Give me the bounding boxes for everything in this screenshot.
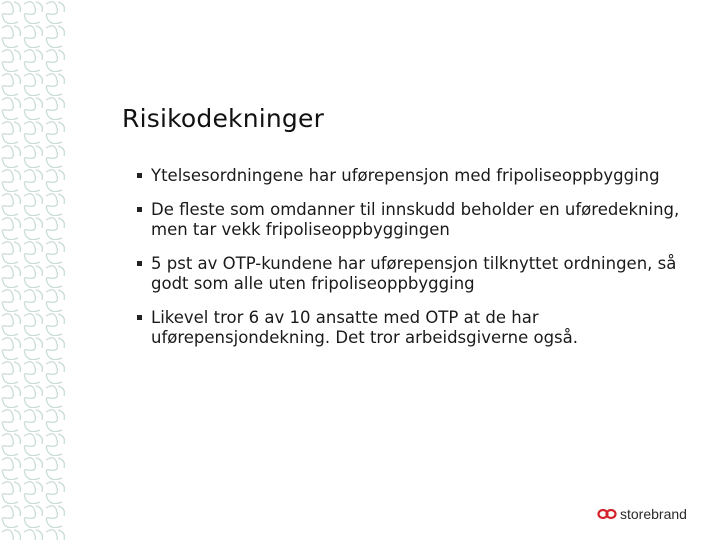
bullet-marker-icon — [137, 315, 142, 320]
logo-text: storebrand — [620, 506, 687, 522]
bullet-item — [137, 200, 697, 240]
bullet-text: Likevel tror 6 av 10 ansatte med OTP at de har uførepensjondekning. Det tror arbeidsgiverne også. — [151, 308, 578, 347]
bullet-text: 5 pst av OTP-kundene har uførepensjon tilknyttet ordningen, så godt som alle uten fripoliseoppbygging — [151, 254, 677, 293]
bullet-list — [137, 166, 697, 362]
storebrand-logo-icon — [597, 508, 617, 520]
bullet-marker-icon — [137, 261, 142, 266]
bullet-marker-icon — [137, 173, 142, 178]
storebrand-logo — [597, 505, 687, 523]
slide-title: Risikodekninger — [122, 104, 325, 133]
bullet-item — [137, 254, 697, 294]
bullet-marker-icon — [137, 207, 142, 212]
bullet-item — [137, 166, 697, 186]
decorative-pattern — [0, 0, 66, 540]
bullet-text: Ytelsesordningene har uførepensjon med fripoliseoppbygging — [151, 166, 660, 185]
bullet-item — [137, 308, 697, 348]
bullet-text: De fleste som omdanner til innskudd beholder en uføredekning, men tar vekk fripoliseoppbyggingen — [151, 200, 680, 239]
